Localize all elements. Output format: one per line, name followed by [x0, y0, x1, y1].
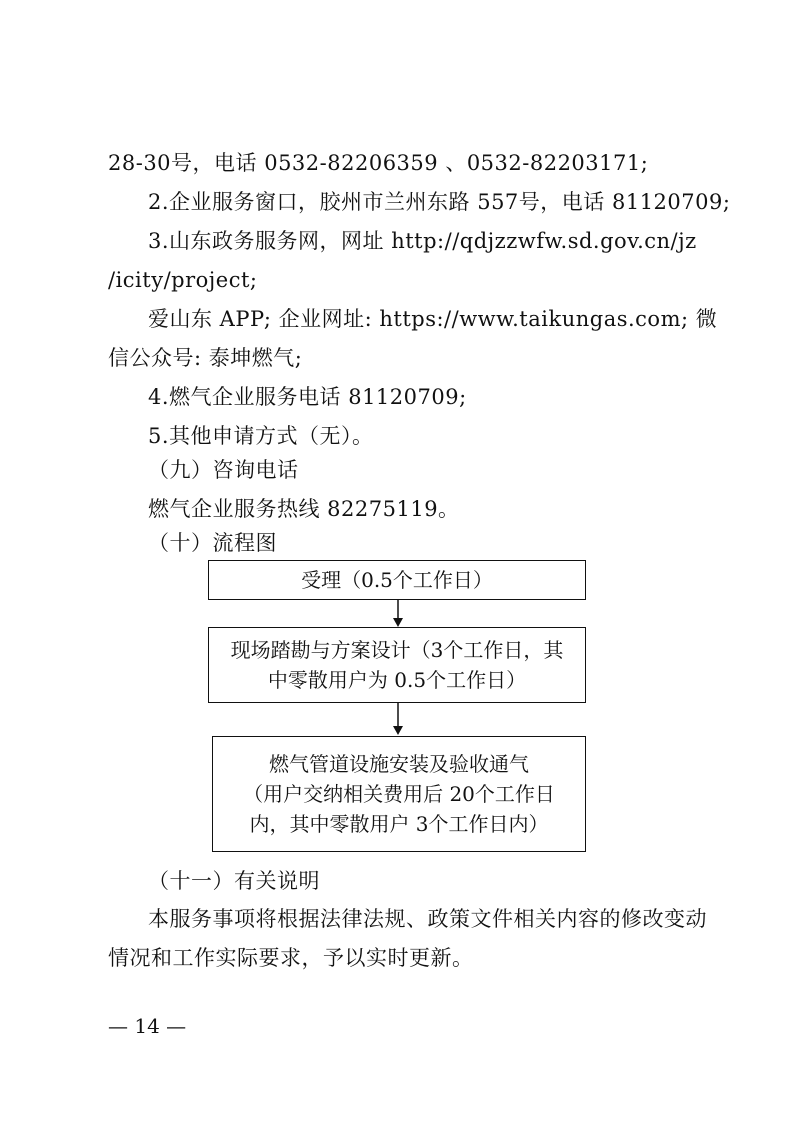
- section-9-heading: （九）咨询电话: [148, 458, 299, 482]
- arrow-down-icon: [392, 600, 404, 628]
- address-line: 28-30号，电话 0532-82206359 、0532-82203171;: [108, 151, 649, 175]
- flow-step-accept-text: 受理（0.5个工作日）: [301, 568, 493, 592]
- section-11-text-line-1: 本服务事项将根据法律法规、政策文件相关内容的修改变动: [148, 907, 707, 931]
- flow-step-install-line-1: 燃气管道设施安装及验收通气: [269, 752, 529, 776]
- flow-step-survey-line-1: 现场踏勘与方案设计（3个工作日，其: [230, 638, 564, 662]
- wechat-line: 信公众号: 泰坤燃气;: [108, 346, 303, 370]
- other-methods-line: 5.其他申请方式（无）。: [148, 424, 374, 448]
- flow-step-install-line-3: 内，其中零散用户 3个工作日内）: [249, 812, 549, 836]
- portal-url-continuation: /icity/project;: [108, 268, 258, 292]
- arrow-down-icon: [392, 703, 404, 736]
- flow-step-installation-text: [243, 749, 555, 839]
- section-11-heading: （十一）有关说明: [148, 869, 320, 893]
- gas-service-phone-line: 4.燃气企业服务电话 81120709;: [148, 385, 467, 409]
- flow-step-installation: [212, 736, 586, 852]
- section-10-heading: （十）流程图: [148, 531, 277, 555]
- page-number: — 14 —: [108, 1014, 187, 1038]
- government-portal-line: 3.山东政务服务网，网址 http://qdjzzwfw.sd.gov.cn/jz: [148, 229, 697, 253]
- service-window-line: 2.企业服务窗口，胶州市兰州东路 557号，电话 81120709;: [148, 190, 731, 214]
- consult-hotline-text: 燃气企业服务热线 82275119。: [148, 497, 460, 521]
- flow-step-survey-design: [208, 627, 586, 703]
- flow-step-accept: [208, 560, 586, 600]
- flow-step-survey-line-2: 中零散用户为 0.5个工作日）: [267, 668, 527, 692]
- app-website-line: 爱山东 APP; 企业网址: https://www.taikungas.com; 微: [148, 307, 718, 331]
- section-11-text-line-2: 情况和工作实际要求，予以实时更新。: [108, 946, 474, 970]
- flow-step-install-line-2: （用户交纳相关费用后 20个工作日: [243, 782, 555, 806]
- flow-step-survey-design-text: [231, 635, 564, 695]
